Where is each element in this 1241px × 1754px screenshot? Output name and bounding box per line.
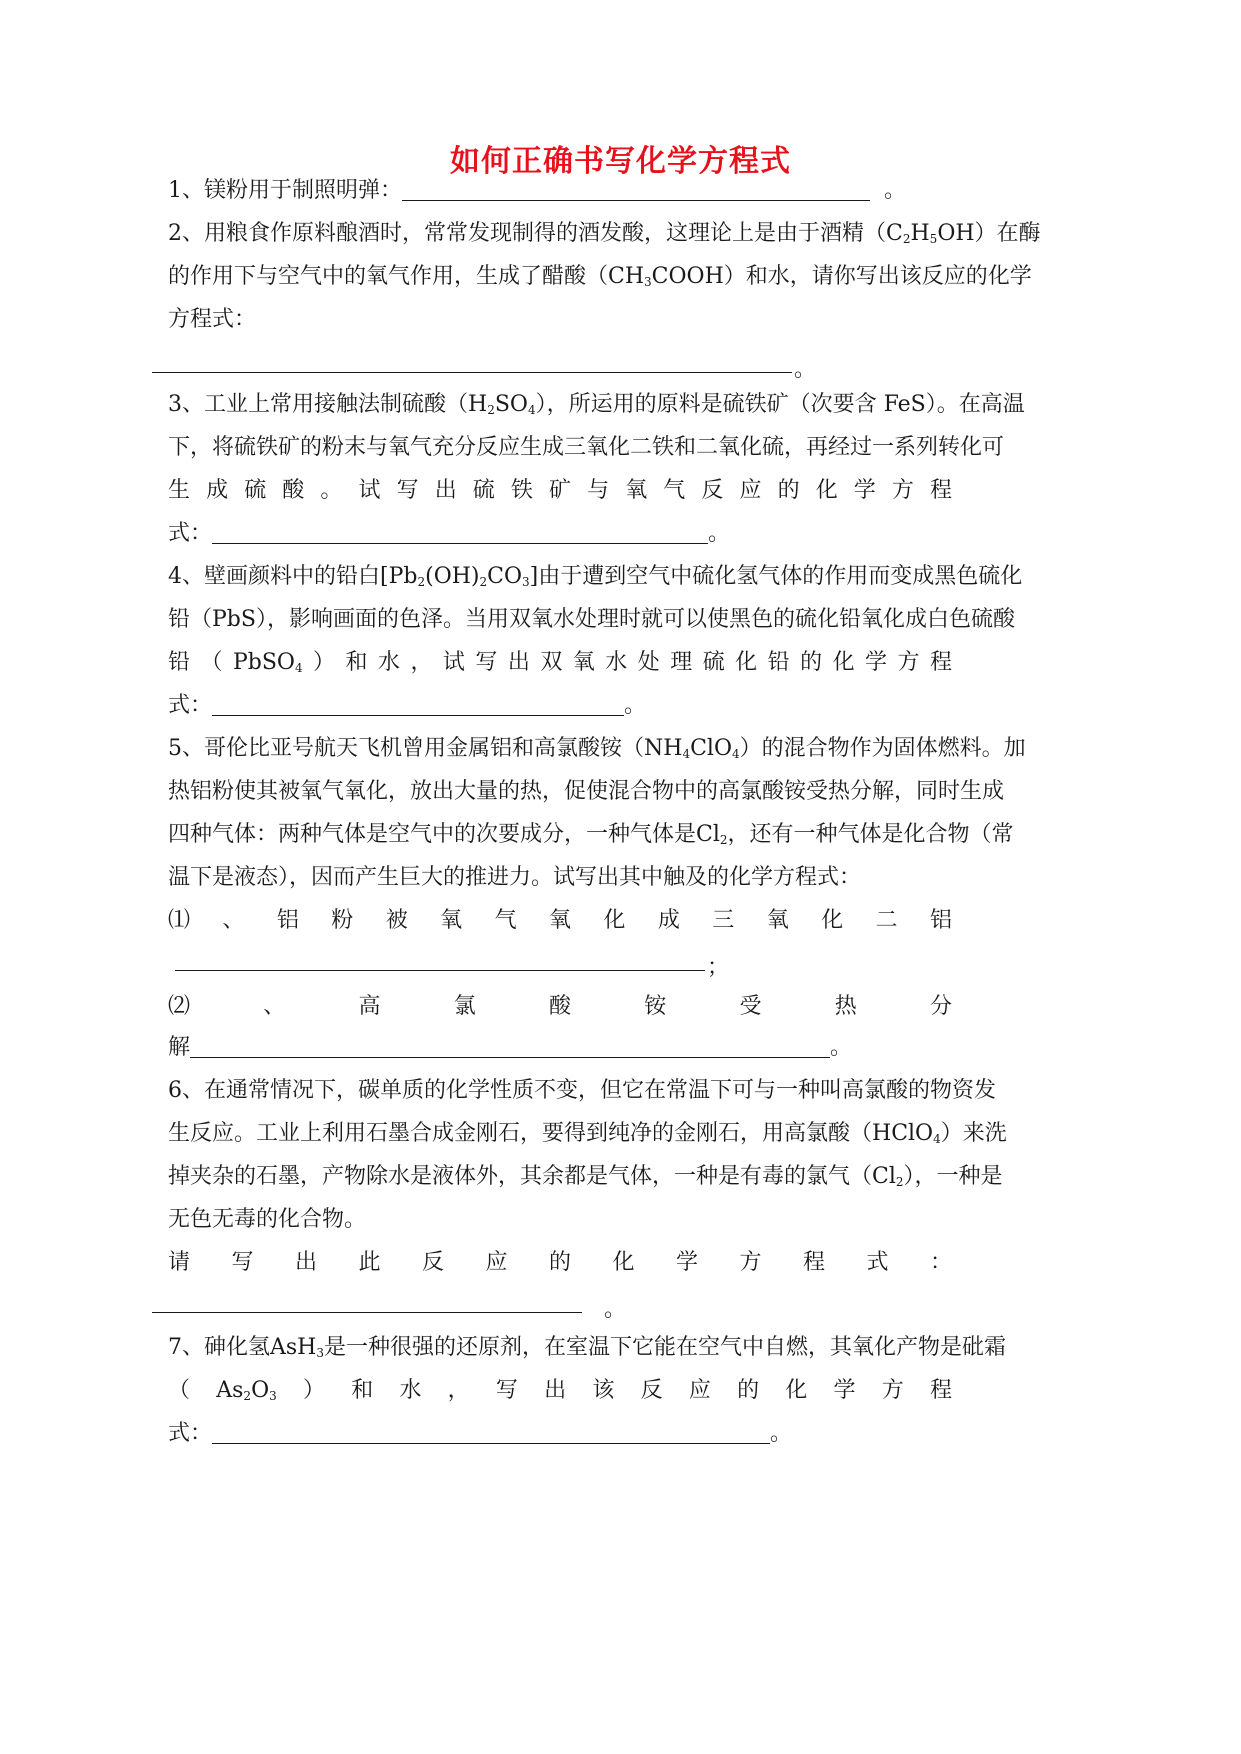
- question-4-line-1: 4、壁画颜料中的铅白$[Pb_2(OH)_2CO_3]$由于遭到空气中硫化氢气体的作用而变成黑色硫化: [168, 564, 1023, 589]
- answer-blank-6[interactable]: [152, 1312, 582, 1313]
- question-4-line-3: 铅（PbSO$_4$）和水，试写出双氧水处理硫化铅的化学方程: [168, 650, 952, 675]
- question-5-line-4: 温下是液态），因而产生巨大的推进力。试写出其中触及的化学方程式：: [168, 865, 862, 890]
- question-6-line-4: 无色无毒的化合物。: [168, 1207, 367, 1232]
- question-5-sub-1: ⑴、铝粉被氧气氧化成三氧化二铝: [168, 908, 952, 933]
- answer-blank-4[interactable]: [212, 693, 624, 716]
- page-title: 如何正确书写化学方程式: [450, 144, 791, 179]
- question-2-line-3: 方程式：: [168, 307, 257, 332]
- answer-blank-7[interactable]: [212, 1421, 770, 1444]
- question-5-sub-2-line-2: 解 。: [168, 1035, 853, 1060]
- question-7-line-3: 式： 。: [168, 1421, 793, 1446]
- answer-blank-5-1[interactable]: [175, 970, 705, 971]
- answer-blank-2[interactable]: [152, 372, 792, 373]
- question-6-line-3: 掉夹杂的石墨，产物除水是液体外，其余都是气体，一种是有毒的氯气$(Cl_2)$，一种是: [168, 1164, 1003, 1189]
- question-3-line-4: 式： 。: [168, 521, 731, 546]
- question-5-line-2: 热铝粉使其被氧气氧化，放出大量的热，促使混合物中的高氯酸铵受热分解，同时生成: [168, 779, 1005, 804]
- question-6-line-1: 6、在通常情况下，碳单质的化学性质不变，但它在常温下可与一种叫高氯酸的物资发: [168, 1078, 996, 1103]
- question-7-line-2: $(As_2O_3)$和水，写出该反应的化学方程: [168, 1378, 952, 1403]
- question-5-sub-2: ⑵、高氯酸铵受热分: [168, 994, 952, 1019]
- question-7-line-1: 7、砷化氢AsH$_3$是一种很强的还原剂，在室温下它能在空气中自燃，其氧化产物是砒霜: [168, 1335, 1007, 1360]
- answer-blank-5-2[interactable]: [190, 1035, 830, 1058]
- question-2-line-1: 2、用粮食作原料酿酒时，常常发现制得的酒发酸，这理论上是由于酒精$(C_2H_5OH)$在酶: [168, 221, 1041, 246]
- question-5-sub-1-end: ；: [707, 955, 730, 980]
- question-5-line-3: 四种气体：两种气体是空气中的次要成分，一种气体是$Cl_2$，还有一种气体是化合物（常: [168, 822, 1014, 847]
- question-6-end: 。: [604, 1297, 627, 1322]
- question-2-line-2: 的作用下与空气中的氧气作用，生成了醋酸$(CH_3COOH)$和水，请你写出该反应的化学: [168, 264, 1032, 289]
- answer-blank-3[interactable]: [212, 521, 708, 544]
- question-4-line-4: 式： 。: [168, 693, 647, 718]
- question-3-line-2: 下，将硫铁矿的粉末与氧气充分反应生成三氧化二铁和二氧化硫，再经过一系列转化可: [168, 435, 1005, 460]
- answer-blank-1[interactable]: [402, 178, 870, 201]
- question-1: 1、镁粉用于制照明弹： 。: [168, 178, 907, 203]
- question-2-end: 。: [794, 357, 817, 382]
- question-5-line-1: 5、哥伦比亚号航天飞机曾用金属铝和高氯酸铵$(NH_4ClO_4)$的混合物作为固体燃料。加: [168, 736, 1026, 761]
- question-6-line-2: 生反应。工业上利用石墨合成金刚石，要得到纯净的金刚石，用高氯酸（HClO$_4$）来洗: [168, 1121, 1007, 1146]
- question-6-line-5: 请写出此反应的化学方程式：: [168, 1250, 952, 1275]
- question-4-line-2: 铅（PbS），影响画面的色泽。当用双氧水处理时就可以使黑色的硫化铅氧化成白色硫酸: [168, 607, 1015, 632]
- question-3-line-3: 生成硫酸。试写出硫铁矿与氧气反应的化学方程: [168, 478, 952, 503]
- question-3-line-1: 3、工业上常用接触法制硫酸$(H_2SO_4)$，所运用的原料是硫铁矿（次要含 FeS）。在高温: [168, 392, 1025, 417]
